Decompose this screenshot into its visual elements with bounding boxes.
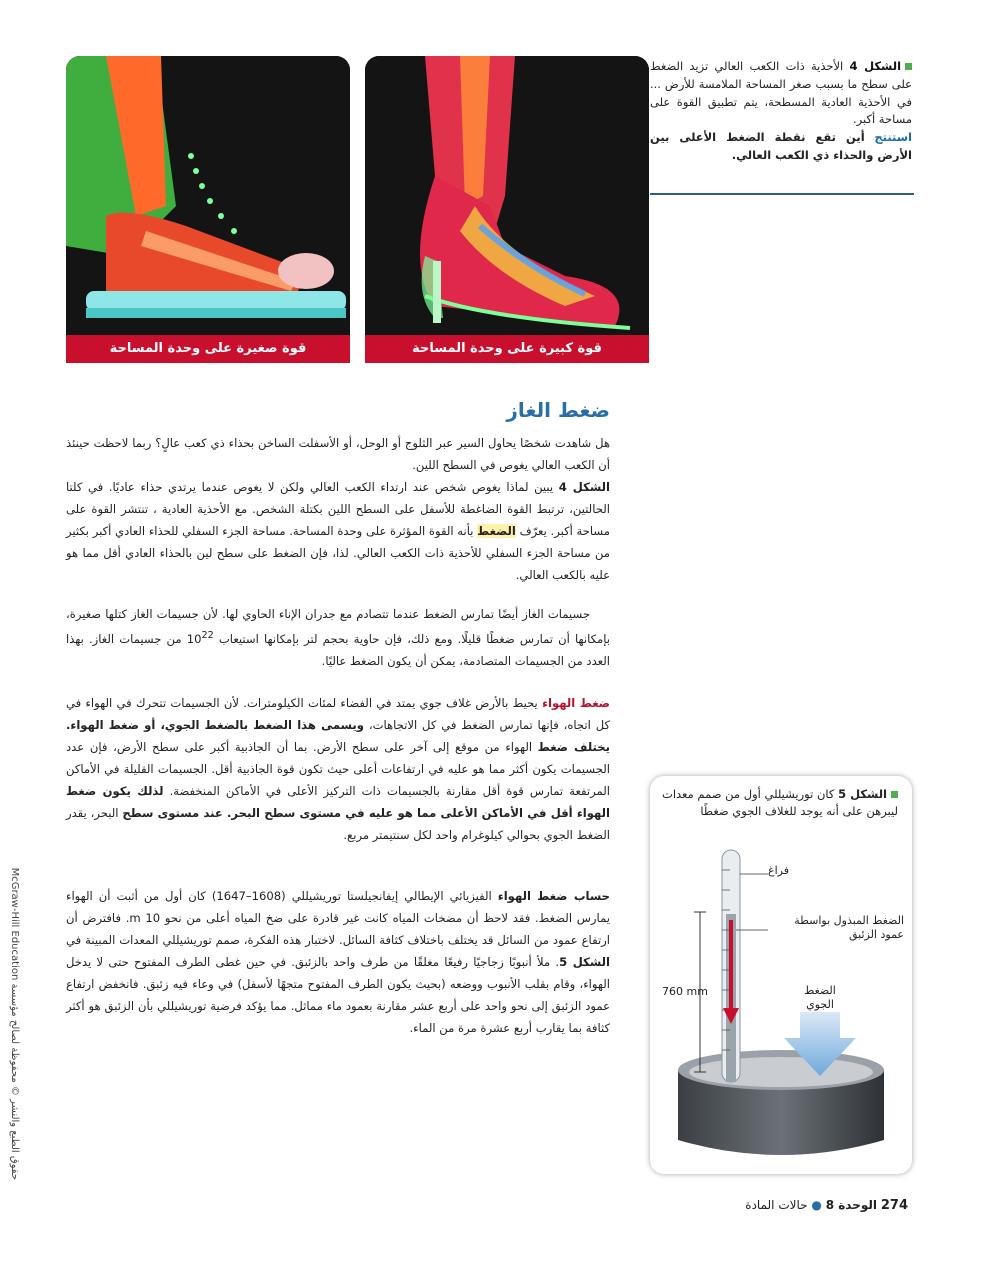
figure-4-caption [650, 58, 912, 165]
calculating-air-pressure-heading: حساب ضغط الهواء [497, 889, 611, 903]
figure-4-reference: الشكل 4 [558, 480, 610, 494]
barometer-diagram [650, 840, 912, 1170]
particle-count [187, 632, 214, 646]
figure-5-caption-text: كان توريشيللي أول من صمم معدات ليبرهن على أنه يوجد للغلاف الجوي ضغطًا [662, 787, 898, 818]
figure-5-label: الشكل 5 [838, 787, 887, 801]
paragraph-4-text-c: البحر، يقدر الضغط الجوي بحوالي كيلوغرام واحد لكل سنتيمتر مربع. [66, 806, 610, 842]
flat-shoe-xray-illustration [66, 56, 350, 336]
paragraph-3-text-b: من جسيمات الغاز. بهذا العدد من الجسيمات المتصادمة، يمكن أن يكون الضغط عاليًا. [66, 631, 610, 668]
caption-divider [650, 193, 914, 195]
xray-flat-shoe-image [66, 56, 350, 363]
column-height-label: 760 mm [662, 985, 708, 998]
bullet-icon [891, 791, 898, 798]
figure-5-box [650, 776, 912, 1174]
high-heel-xray-illustration [365, 56, 649, 336]
page-number: 274 [880, 1198, 908, 1213]
particle-count-exponent: 22 [201, 630, 214, 641]
paragraph-4-text-a: يحيط بالأرض غلاف جوي يمتد في الفضاء لمئات الكيلومترات. لأن الجسيمات تتحرك في الهواء في كل اتجاه، فإنها تمارس الضغط في كل الاتجاهات، [66, 696, 611, 732]
paragraph-3 [66, 603, 610, 672]
particle-count-base: 10 [186, 631, 202, 646]
bullet-icon [905, 63, 912, 70]
separator-dot-icon: ● [811, 1198, 822, 1212]
page-footer [700, 1198, 914, 1213]
paragraph-2 [66, 476, 610, 586]
paragraph-4-bold-2: لذلك يكون ضغط الهواء أقل في الأماكن الأعلى مما هو عليه في مستوى سطح البحر. عند مستوى سطح [66, 784, 611, 820]
paragraph-2-text-a: يبين لماذا يغوص شخص عند ارتداء الكعب العالي ولكن لا يغوص عندما يرتدي حذاء عاديًا. في كلتا الحالتين، ترتبط القوة الضاغطة للأسفل على السطح اللين بكتلة الشخص. مع الأحذية العادية ، تنتشر القوة على مساحة أكبر. يعرّف [66, 480, 610, 538]
chapter-title: حالات المادة [745, 1198, 808, 1212]
figure-4-caption-text: الأحذية ذات الكعب العالي تزيد الضغط على سطح ما بسبب صغر المساحة الملامسة للأرض ... في الأحذية العادية المسطحة، يتم تطبيق القوة على مساحة أكبر. [650, 59, 912, 127]
paragraph-5-text-a: الفيزيائي الإيطالي إيفانجيلستا توريشيللي (1608–1647) كان أول من أثبت أن الهواء يمارس الضغط. فقد لاحظ أن مضخات المياه كانت غير قادرة على ضخ المياه أعلى من نحو 10 m. فافترض أن ارتفاع عمود من السائل قد يختلف باختلاف كثافة السائل. لاختبار هذه الفكرة، صمم توريشيللي المعدات المبينة في [66, 889, 610, 947]
flat-shoe-label: قوة صغيرة على وحدة المساحة [66, 335, 350, 363]
xray-high-heel-image [365, 56, 649, 363]
paragraph-5-text-b: . ملأ أنبوبًا زجاجيًا رفيعًا مغلقًا من طرف واحد بالزئبق. في حين غطى الطرف المفتوح حتى لا يدخل الهواء، وقام بقلب الأنبوب ووضعه (بحيث يكون الطرف المفتوح متجهًا لأسفل) في وعاء فيه زئبق. فانخفض ارتفاع عمود الزئبق إلى نحو واحد على أربع عشر مقارنة بعمود ماء مماثل. مما يؤكد فرضية توريشيللي بأن الزئبق هو أكثر كثافة بما يقارب أربع عشرة مرة من الماء. [66, 955, 610, 1035]
vacuum-label: فراغ [768, 864, 789, 877]
paragraph-4-text-b: الهواء من موقع إلى آخر على سطح الأرض. بما أن الجاذبية أكبر على سطح الأرض، فإن عدد الجسيمات يكون أكثر مما هو عليه في ارتفاعات أعلى حيث تكون قوة الجاذبية أقل. الجسيمات القليلة في الأماكن المرتفعة تمارس قوة أقل مقارنة بالجسيمات ذات التركيز الأعلى في الأماكن المنخفضة. [66, 740, 610, 798]
infer-keyword: استنتج [874, 130, 912, 145]
high-heel-label: قوة كبيرة على وحدة المساحة [365, 335, 649, 363]
paragraph-5 [66, 885, 610, 1039]
infer-question: أين تقع نقطة الضغط الأعلى بين الأرض والحذاء ذي الكعب العالي. [650, 130, 912, 163]
paragraph-3-text-a: جسيمات الغاز أيضًا تمارس الضغط عندما تتصادم مع جدران الإناء الحاوي لها. لأن جسيمات الغاز كتلها صغيرة، بإمكانها أن تمارس ضغطًا قليلًا. ومع ذلك، فإن حاوية بحجم لتر بإمكانها استيعاب [66, 607, 610, 646]
air-pressure-heading: ضغط الهواء [542, 696, 610, 710]
copyright-credit: حقوق الطبع والنشر © محفوظة لصالح مؤسسة McGraw-Hill Education [9, 867, 20, 1180]
figure-4-label: الشكل 4 [849, 59, 902, 73]
unit-label: الوحدة 8 [825, 1198, 878, 1212]
atmospheric-pressure-label: الضغط الجوي [804, 984, 836, 1012]
paragraph-2-text-b: بأنه القوة المؤثرة على وحدة المساحة. مساحة الجزء السفلي للحذاء العادي أكبر بكثير من مساحة الجزء السفلي للأحذية ذات الكعب العالي. لذا، فإن الضغط على سطح لين بالحذاء العادي أقل مما هو عليه بالكعب العالي. [66, 524, 610, 582]
paragraph-4 [66, 692, 610, 846]
figure-5-caption [662, 786, 898, 819]
paragraph-1: هل شاهدت شخصًا يحاول السير عبر الثلوج أو الوحل، أو الأسفلت الساخن بحذاء ذي كعب عالٍ؟ ربما لاحظت حينئذ أن الكعب العالي يغوص في السطح اللين. [66, 436, 610, 472]
figure-5-reference: الشكل 5 [559, 955, 610, 969]
mercury-pressure-label: الضغط المبذول بواسطة عمود الزئبق [794, 914, 904, 942]
section-title: ضغط الغاز [506, 398, 610, 422]
paragraph-4-bold-1: ويسمى هذا الضغط بالضغط الجوي، أو ضغط الهواء. يختلف ضغط [66, 718, 610, 754]
pressure-term: الضغط [477, 524, 516, 538]
